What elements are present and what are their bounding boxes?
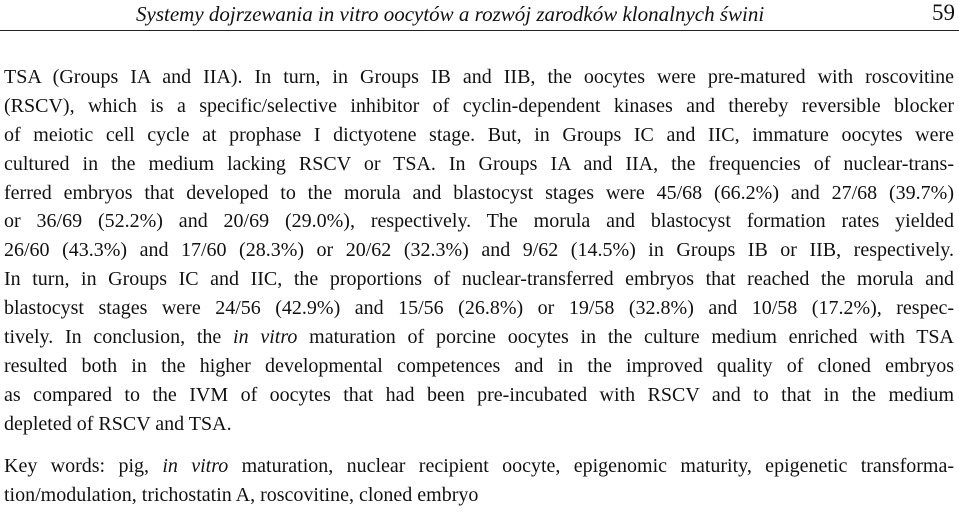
page-number: 59: [932, 0, 955, 25]
keywords-text: maturation, nuclear recipient oocyte, epigenomic maturity, epigenetic transforma-: [228, 455, 954, 477]
abstract-line: or 36/69 (52.2%) and 20/69 (29.0%), respectively. The morula and blastocyst formation rates yielded: [4, 210, 954, 233]
abstract-paragraph: [4, 63, 954, 439]
abstract-line: TSA (Groups IA and IIA). In turn, in Groups IB and IIB, the oocytes were pre-matured with roscovitine: [4, 66, 954, 88]
abstract-line: ferred embryos that developed to the morula and blastocyst stages were 45/68 (66.2%) and 27/68 (39.7%): [4, 181, 954, 204]
abstract-line: as compared to the IVM of oocytes that had been pre-incubated with RSCV and to that in the medium: [4, 383, 954, 406]
abstract-line: [4, 323, 954, 352]
keywords-block: [4, 452, 954, 510]
line-text: tively. In conclusion, the: [4, 326, 234, 349]
line-text: maturation of porcine oocytes in the culture medium enriched with TSA: [297, 326, 954, 349]
abstract-line: resulted both in the higher developmental competences and in the improved quality of cloned embryos: [4, 354, 954, 377]
abstract-line: In turn, in Groups IC and IIC, the proportions of nuclear-transferred embryos that reached the morula and: [4, 268, 954, 291]
abstract-line: depleted of RSCV and TSA.: [4, 412, 232, 435]
keywords-text: Key words: pig,: [4, 455, 163, 477]
keywords-line: tion/modulation, trichostatin A, roscovitine, cloned embryo: [4, 483, 479, 506]
keywords-line: [4, 452, 954, 481]
running-header: [0, 0, 959, 31]
abstract-line: of meiotic cell cycle at prophase I dictyotene stage. But, in Groups IC and IIC, immature oocytes were: [4, 123, 954, 146]
italic-term: in vitro: [233, 326, 298, 349]
abstract-line: blastocyst stages were 24/56 (42.9%) and 15/56 (26.8%) or 19/58 (32.8%) and 10/58 (17.2%), respec-: [4, 297, 954, 320]
italic-term: in vitro: [162, 455, 229, 477]
abstract-line: 26/60 (43.3%) and 17/60 (28.3%) or 20/62 (32.3%) and 9/62 (14.5%) in Groups IB or IIB, respectively.: [4, 239, 954, 262]
running-title: Systemy dojrzewania in vitro oocytów a rozwój zarodków klonalnych świni: [136, 2, 765, 26]
abstract-line: cultured in the medium lacking RSCV or TSA. In Groups IA and IIA, the frequencies of nuclear-trans-: [4, 152, 954, 175]
abstract-line: (RSCV), which is a specific/selective inhibitor of cyclin-dependent kinases and thereby reversible blocker: [4, 94, 954, 117]
